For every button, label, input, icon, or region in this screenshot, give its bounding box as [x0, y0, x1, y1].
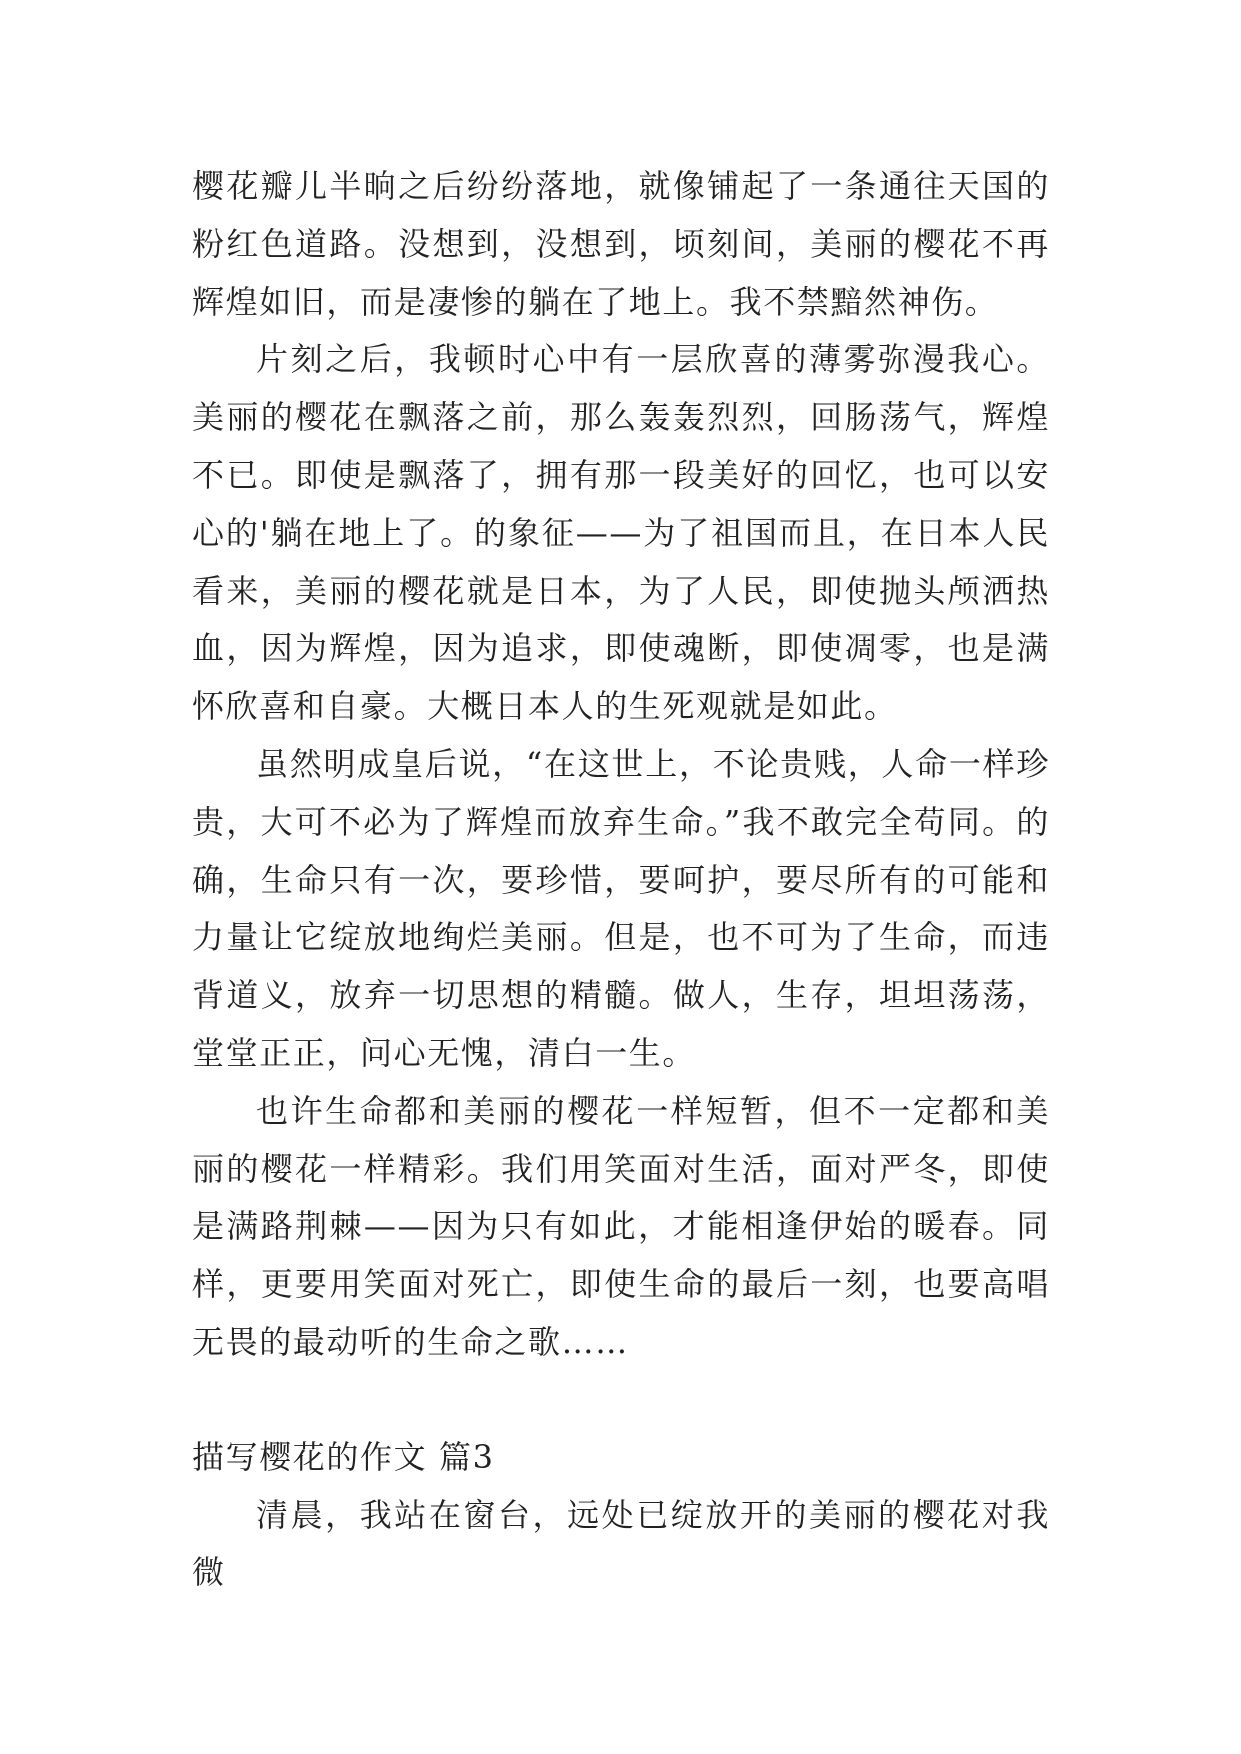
section-paragraph-1: 清晨，我站在窗台，远处已绽放开的美丽的樱花对我微	[192, 1495, 1050, 1592]
document-body	[192, 158, 1050, 1602]
paragraph-1: 樱花瓣儿半晌之后纷纷落地，就像铺起了一条通往天国的粉红色道路。没想到，没想到，顷刻间，美丽的樱花不再辉煌如旧，而是凄惨的躺在了地上。我不禁黯然神伤。	[192, 167, 1050, 321]
section-heading: 描写樱花的作文 篇3	[192, 1437, 495, 1476]
paragraph-3: 虽然明成皇后说，“在这世上，不论贵贱，人命一样珍贵，大可不必为了辉煌而放弃生命。”我不敢完全苟同。的确，生命只有一次，要珍惜，要呵护，要尽所有的可能和力量让它绽放地绚烂美丽。但是，也不可为了生命，而违背道义，放弃一切思想的精髓。做人，生存，坦坦荡荡，堂堂正正，问心无愧，清白一生。	[192, 744, 1050, 1072]
paragraph-2: 片刻之后，我顿时心中有一层欣喜的薄雾弥漫我心。美丽的樱花在飘落之前，那么轰轰烈烈，回肠荡气，辉煌不已。即使是飘落了，拥有那一段美好的回忆，也可以安心的'躺在地上了。的象征——为了祖国而且，在日本人民看来，美丽的樱花就是日本，为了人民，即使抛头颅洒热血，因为辉煌，因为追求，即使魂断，即使凋零，也是满怀欣喜和自豪。大概日本人的生死观就是如此。	[192, 340, 1050, 726]
paragraph-4: 也许生命都和美丽的樱花一样短暂，但不一定都和美丽的樱花一样精彩。我们用笑面对生活，面对严冬，即使是满路荆棘——因为只有如此，才能相逢伊始的暖春。同样，更要用笑面对死亡，即使生命的最后一刻，也要高唱无畏的最动听的生命之歌……	[192, 1091, 1050, 1361]
